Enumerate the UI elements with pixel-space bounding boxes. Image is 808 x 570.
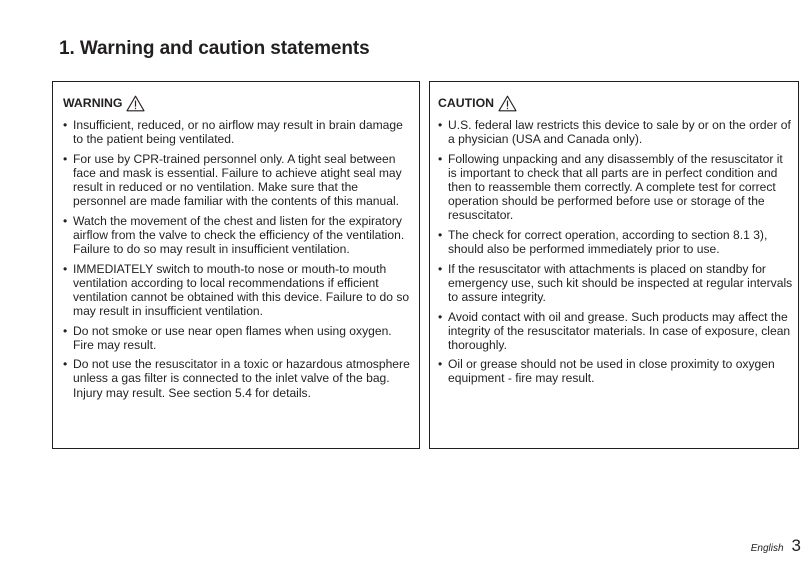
warning-item: • IMMEDIATELY switch to mouth-to nose or mouth-to mouth ventilation according to local recommendations if efficient ventilation cannot be obtained with this device. Failure to do so may result in insufficient ventilation. xyxy=(63,262,414,318)
caution-item: • The check for correct operation, according to section 8.1 3), should also be performed immediately prior to use. xyxy=(438,228,793,256)
caution-list xyxy=(438,118,793,386)
warning-box xyxy=(52,81,420,449)
caution-item: • Avoid contact with oil and grease. Such products may affect the integrity of the resuscitator materials. In case of exposure, clean thoroughly. xyxy=(438,310,793,352)
warning-heading-row xyxy=(63,95,414,111)
warning-list xyxy=(63,118,414,400)
caution-item: • Following unpacking and any disassembly of the resuscitator it is important to check that all parts are in perfect condition and then to reassemble them correctly. A complete test for correct operation should be performed before use or storage of the resuscitator. xyxy=(438,152,793,222)
footer-language: English xyxy=(750,543,784,554)
caution-item: • U.S. federal law restricts this device to sale by or on the order of a physician (USA and Canada only). xyxy=(438,118,793,146)
caution-heading: CAUTION xyxy=(438,96,495,110)
warning-heading: WARNING xyxy=(63,96,123,110)
warning-item: • Watch the movement of the chest and listen for the expiratory airflow from the valve to check the efficiency of the ventilation. Failure to do so may result in insufficient ventilation. xyxy=(63,214,414,256)
page-footer xyxy=(751,536,801,556)
caution-item: • Oil or grease should not be used in close proximity to oxygen equipment - fire may result. xyxy=(438,357,793,385)
page-title: 1. Warning and caution statements xyxy=(59,38,370,59)
caution-item: • If the resuscitator with attachments is placed on standby for emergency use, such kit should be inspected at regular intervals to assure integrity. xyxy=(438,262,793,304)
warning-item: • For use by CPR-trained personnel only. A tight seal between face and mask is essential. Failure to achieve atight seal may result in reduced or no ventilation. Make sure that the personnel are made familiar with the contents of this manual. xyxy=(63,152,414,208)
caution-box xyxy=(429,81,799,449)
warning-item: • Do not use the resuscitator in a toxic or hazardous atmosphere unless a gas filter is connected to the inlet valve of the bag. Injury may result. See section 5.4 for details. xyxy=(63,357,414,399)
warning-item: • Do not smoke or use near open flames when using oxygen. Fire may result. xyxy=(63,324,414,352)
caution-heading-row xyxy=(438,95,793,111)
warning-item: • Insufficient, reduced, or no airflow may result in brain damage to the patient being ventilated. xyxy=(63,118,414,146)
warning-triangle-icon xyxy=(126,95,145,112)
warning-triangle-icon xyxy=(498,95,517,112)
page-number: 3 xyxy=(791,536,801,555)
